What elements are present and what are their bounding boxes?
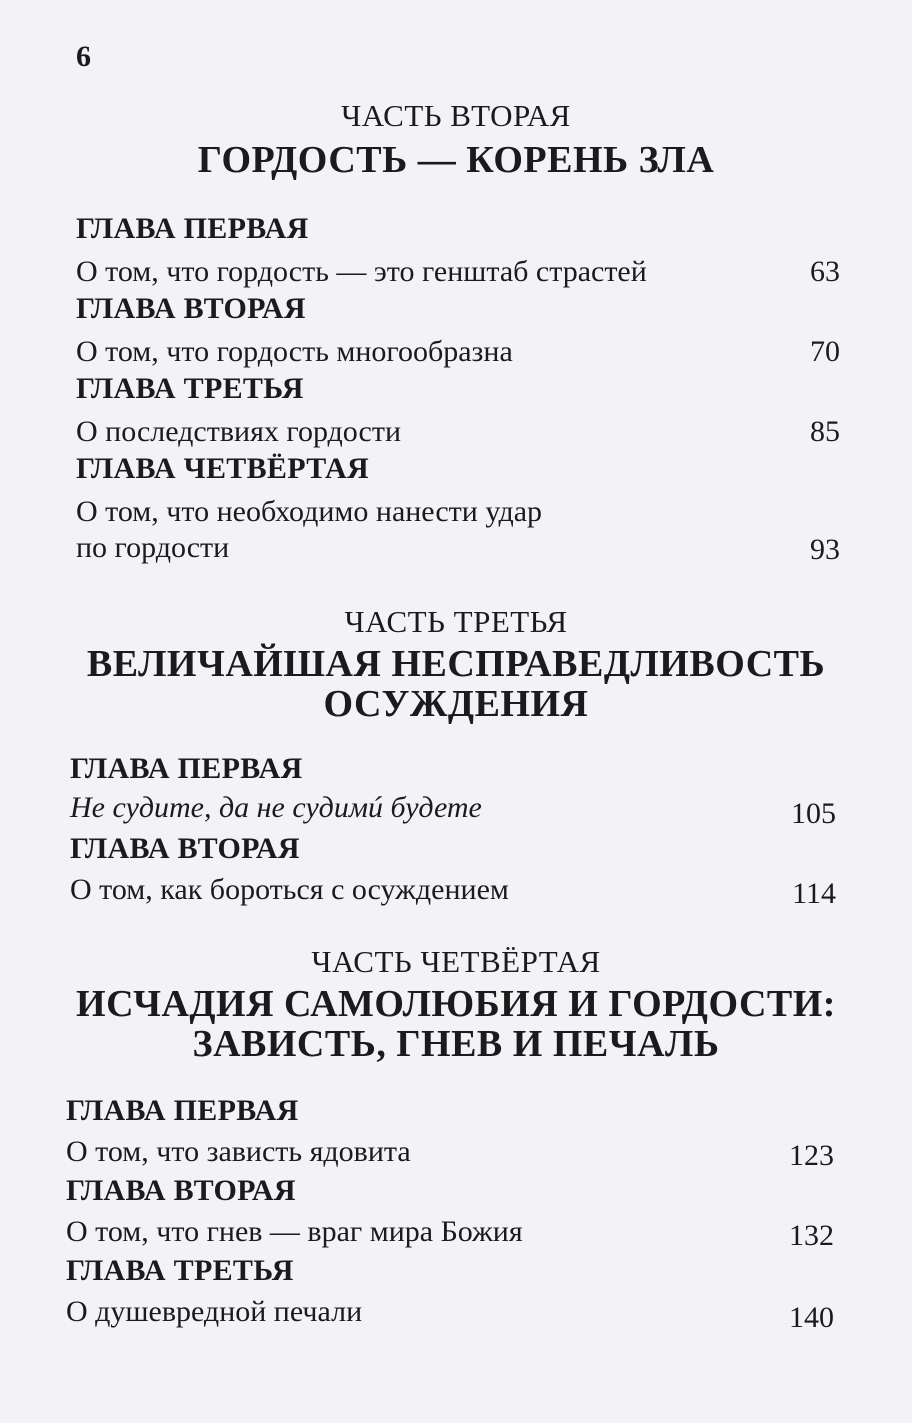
chapter-page-number: 85 — [810, 415, 840, 448]
chapter-page-number: 123 — [789, 1139, 834, 1172]
chapter-title: О том, что гнев — враг мира Божия — [66, 1215, 523, 1248]
part-label: ЧАСТЬ ТРЕТЬЯ — [344, 604, 568, 639]
chapter-title: Не судите, да не судимú будете — [70, 791, 482, 824]
chapter-heading: ГЛАВА ПЕРВАЯ — [70, 752, 303, 785]
page-number: 6 — [76, 40, 91, 73]
part-label: ЧАСТЬ ЧЕТВЁРТАЯ — [311, 944, 601, 979]
part-title: ИСЧАДИЯ САМОЛЮБИЯ И ГОРДОСТИ: — [76, 983, 836, 1025]
part-title-continuation: ЗАВИСТЬ, ГНЕВ И ПЕЧАЛЬ — [192, 1023, 720, 1065]
chapter-heading: ГЛАВА ПЕРВАЯ — [76, 212, 309, 245]
chapter-page-number: 70 — [810, 335, 840, 368]
part-label: ЧАСТЬ ВТОРАЯ — [341, 98, 571, 133]
chapter-title: О том, что гордость — это генштаб страстей — [76, 255, 647, 288]
chapter-title: О том, как бороться с осуждением — [70, 873, 509, 906]
chapter-page-number: 132 — [789, 1219, 834, 1252]
chapter-heading: ГЛАВА ВТОРАЯ — [66, 1174, 296, 1207]
chapter-heading: ГЛАВА ТРЕТЬЯ — [66, 1254, 294, 1287]
chapter-page-number: 63 — [810, 255, 840, 288]
chapter-heading: ГЛАВА ТРЕТЬЯ — [76, 372, 304, 405]
chapter-page-number: 105 — [791, 797, 836, 830]
part-title-continuation: ОСУЖДЕНИЯ — [323, 683, 589, 725]
chapter-title: О том, что зависть ядовита — [66, 1135, 411, 1168]
part-title: ВЕЛИЧАЙШАЯ НЕСПРАВЕДЛИВОСТЬ — [86, 643, 826, 685]
chapter-title: О душевредной печали — [66, 1295, 363, 1328]
part-title: ГОРДОСТЬ — КОРЕНЬ ЗЛА — [197, 139, 715, 181]
chapter-heading: ГЛАВА ПЕРВАЯ — [66, 1094, 299, 1127]
chapter-page-number: 140 — [789, 1301, 834, 1334]
chapter-heading: ГЛАВА ЧЕТВЁРТАЯ — [76, 452, 369, 485]
chapter-heading: ГЛАВА ВТОРАЯ — [70, 832, 300, 865]
chapter-heading: ГЛАВА ВТОРАЯ — [76, 292, 306, 325]
chapter-title: О том, что необходимо нанести удар — [76, 495, 543, 528]
chapter-page-number: 114 — [792, 877, 836, 910]
chapter-title: О последствиях гордости — [76, 415, 402, 448]
chapter-title: О том, что гордость многообразна — [76, 335, 513, 368]
chapter-page-number: 93 — [810, 533, 840, 566]
chapter-title-continuation: по гордости — [76, 531, 230, 564]
